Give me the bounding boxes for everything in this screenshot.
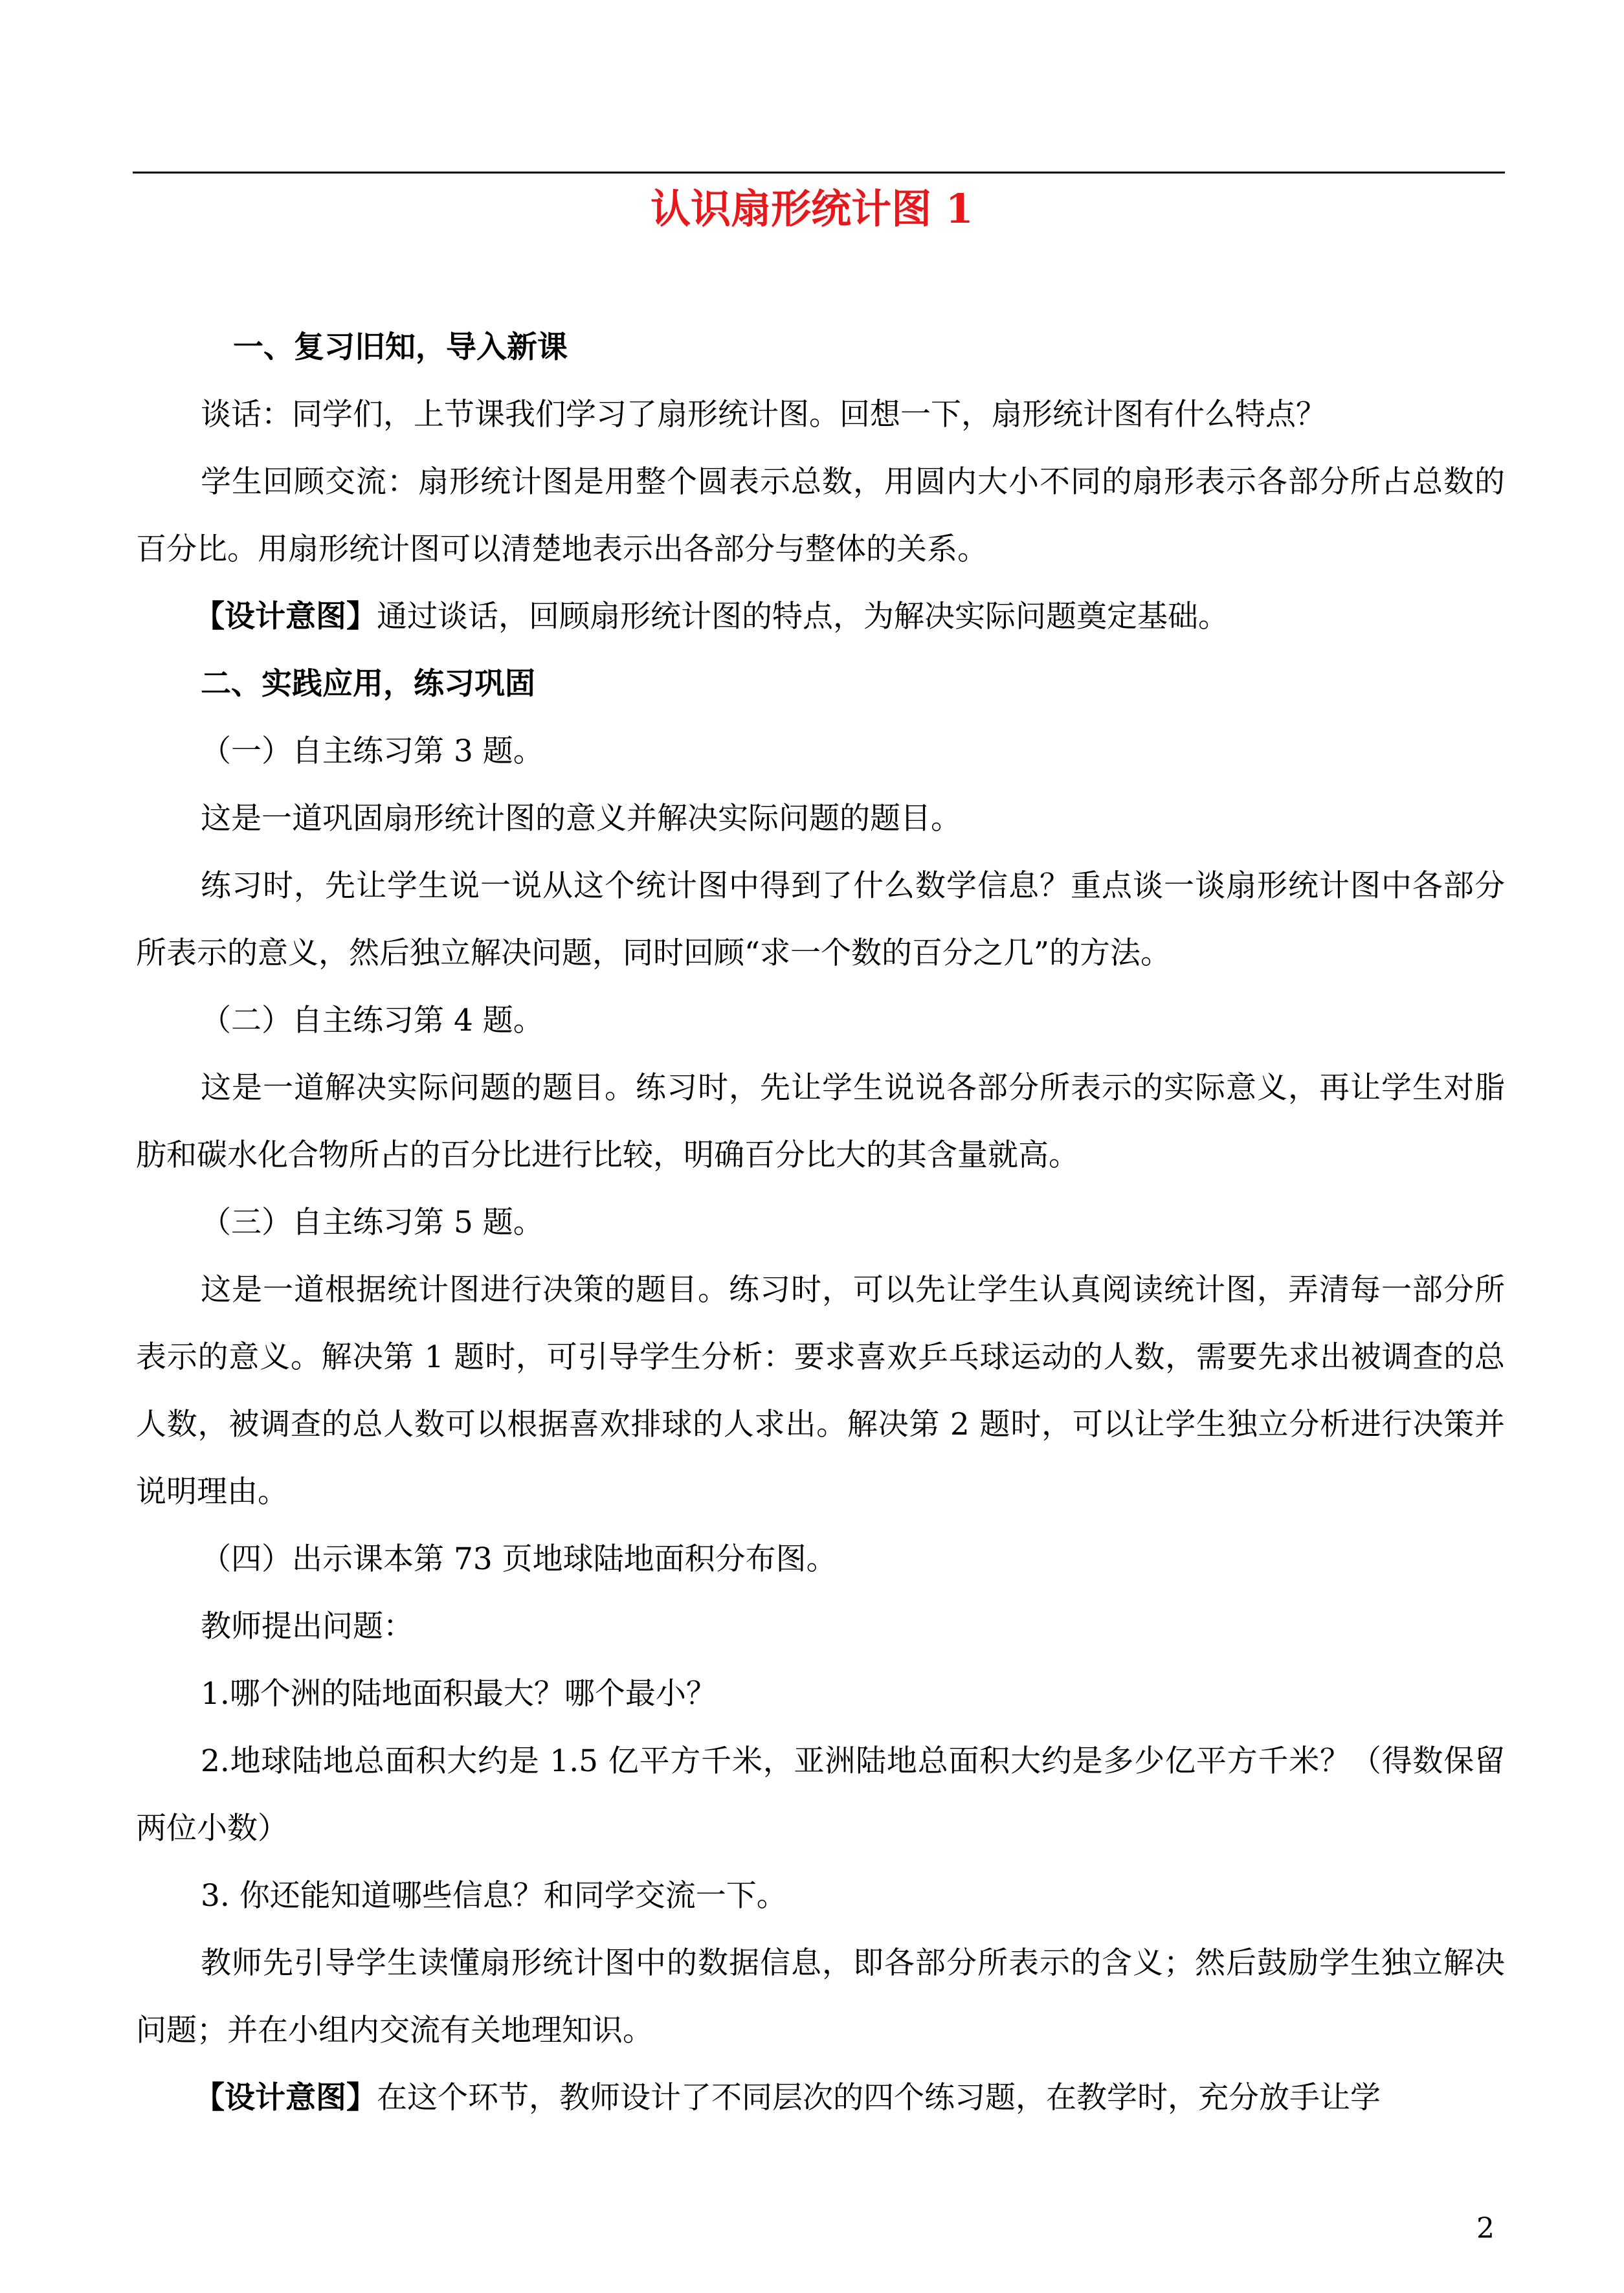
design-intent-note-1 <box>136 583 1505 651</box>
section-heading-review: 一、复习旧知，导入新课 <box>233 330 568 365</box>
question-2: 2.地球陆地总面积大约是 1.5 亿平方千米，亚洲陆地总面积大约是多少亿平方千米？（得数保留两位小数） <box>136 1743 1505 1846</box>
exercise-2-title: （二）自主练习第 4 题。 <box>201 1003 544 1038</box>
question-3: 3. 你还能知道哪些信息？和同学交流一下。 <box>201 1878 787 1914</box>
paragraph-dialogue: 谈话：同学们，上节课我们学习了扇形统计图。回想一下，扇形统计图有什么特点？ <box>201 397 1326 432</box>
paragraph-student-review: 学生回顾交流：扇形统计图是用整个圆表示总数，用圆内大小不同的扇形表示各部分所占总数的百分比。用扇形统计图可以清楚地表示出各部分与整体的关系。 <box>136 464 1505 567</box>
page-title: 认识扇形统计图 1 <box>651 185 973 232</box>
exercise-4-title: （四）出示课本第 73 页地球陆地面积分布图。 <box>201 1541 837 1577</box>
exercise-1-title: （一）自主练习第 3 题。 <box>201 733 544 769</box>
exercise-4-paragraph-2: 教师先引导学生读懂扇形统计图中的数据信息，即各部分所表示的含义；然后鼓励学生独立解决问题；并在小组内交流有关地理知识。 <box>136 1945 1505 2048</box>
design-intent-label: 【设计意图】 <box>194 599 377 634</box>
design-intent-text: 通过谈话，回顾扇形统计图的特点，为解决实际问题奠定基础。 <box>377 599 1229 634</box>
section-heading-practice: 二、实践应用，练习巩固 <box>201 666 535 702</box>
exercise-3-paragraph-1: 这是一道根据统计图进行决策的题目。练习时，可以先让学生认真阅读统计图，弄清每一部分所表示的意义。解决第 1 题时，可引导学生分析：要求喜欢乒乓球运动的人数，需要先求出被调查的总人数，被调查的总人数可以根据喜欢排球的人求出。解决第 2 题时，可以让学生独立分析进行决策并说明理由。 <box>136 1272 1505 1510</box>
exercise-2-paragraph-1: 这是一道解决实际问题的题目。练习时，先让学生说说各部分所表示的实际意义，再让学生对脂肪和碳水化合物所占的百分比进行比较，明确百分比大的其含量就高。 <box>136 1070 1505 1173</box>
header-rule <box>133 172 1505 173</box>
design-intent-text: 在这个环节，教师设计了不同层次的四个练习题，在教学时，充分放手让学 <box>377 2080 1381 2116</box>
document-body <box>136 314 1505 2132</box>
question-1: 1.哪个洲的陆地面积最大？哪个最小？ <box>201 1676 717 1712</box>
exercise-1-paragraph-1: 这是一道巩固扇形统计图的意义并解决实际问题的题目。 <box>201 801 961 836</box>
design-intent-note-2 <box>136 2064 1505 2132</box>
exercise-1-paragraph-2: 练习时，先让学生说一说从这个统计图中得到了什么数学信息？重点谈一谈扇形统计图中各部分所表示的意义，然后独立解决问题，同时回顾“求一个数的百分之几”的方法。 <box>136 868 1505 971</box>
exercise-3-title: （三）自主练习第 5 题。 <box>201 1205 544 1240</box>
exercise-4-paragraph-1: 教师提出问题： <box>201 1609 414 1644</box>
page-number: 2 <box>1476 2212 1495 2245</box>
design-intent-label: 【设计意图】 <box>194 2080 377 2116</box>
